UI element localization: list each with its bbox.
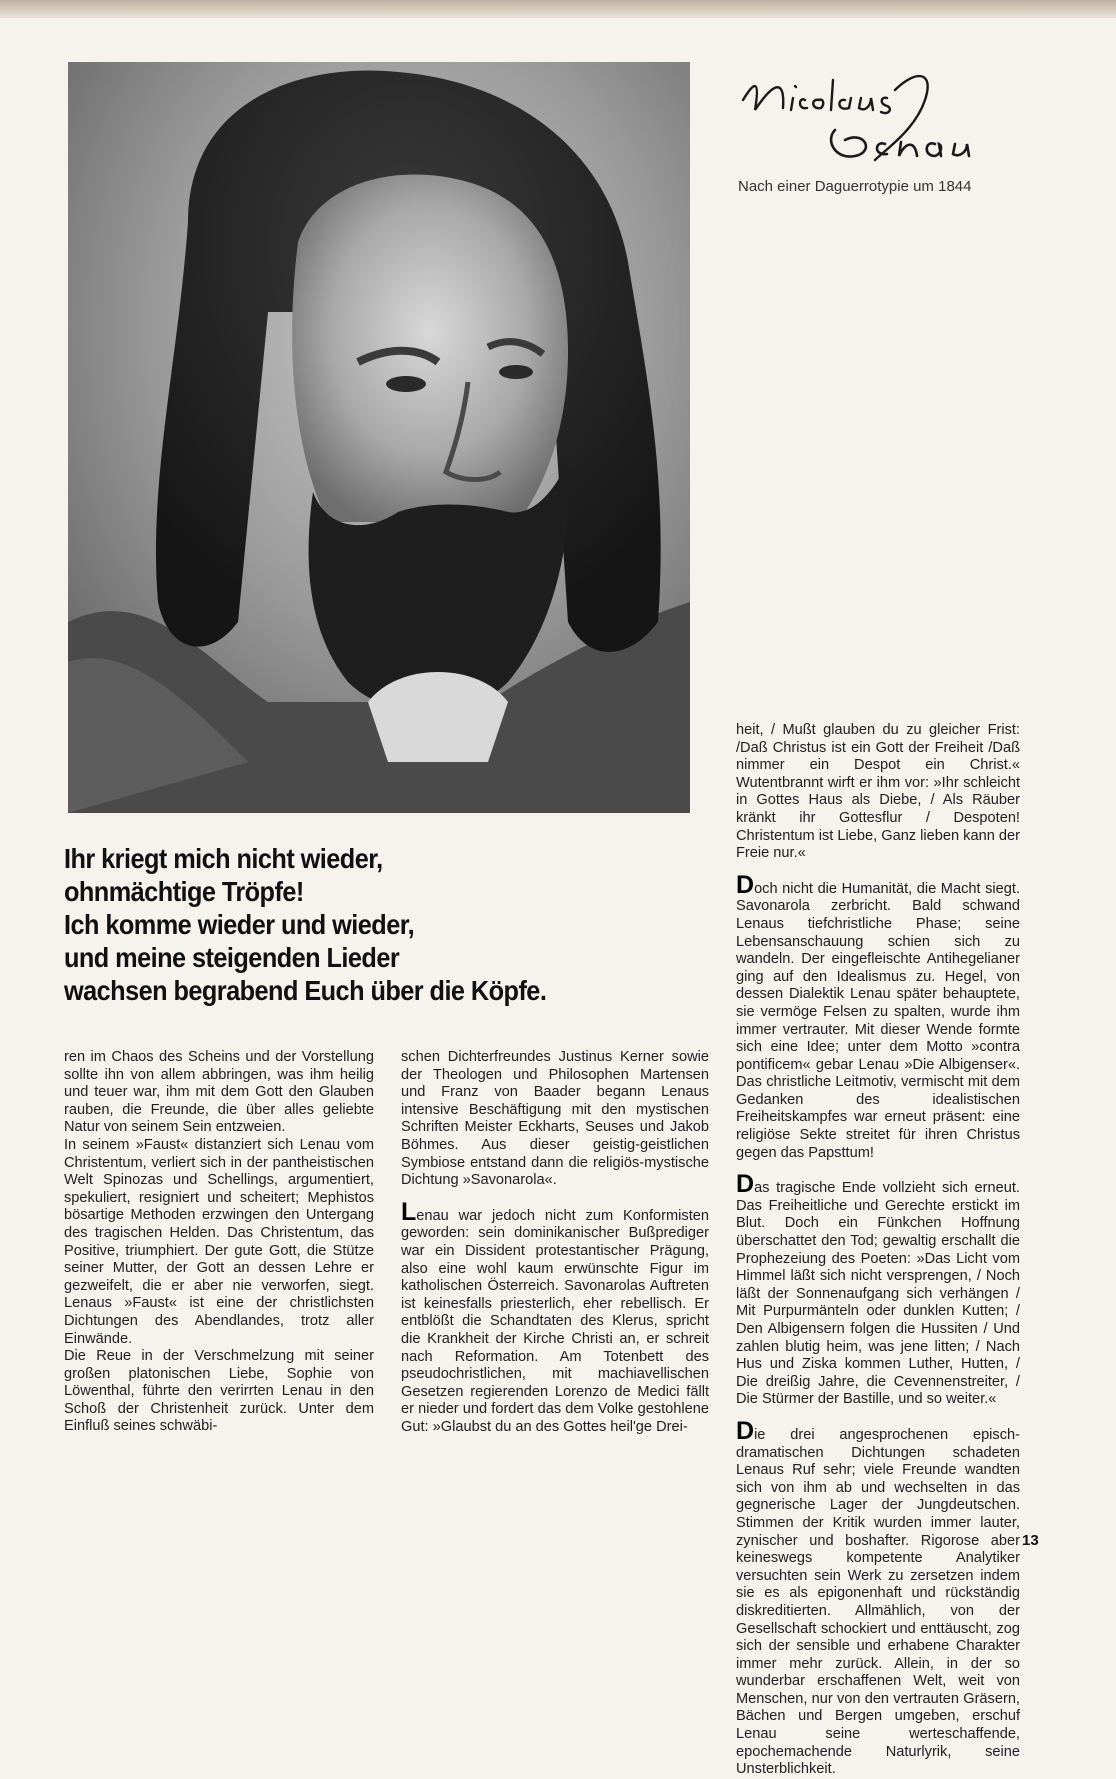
quote-line: wachsen begrabend Euch über die Köpfe.: [64, 975, 547, 1006]
paragraph: [736, 1416, 1020, 1779]
quote-line: und meine steigenden Lieder: [64, 942, 400, 973]
paragraph: [736, 870, 1020, 1163]
paragraph: schen Dichterfreundes Justinus Kerner sowie der Theologen und Philosophen Martensen und Franz von Baader begann Lenaus intensive Beschäftigung mit den mystischen Schriften Meister Eckharts, Seuses und Jakob Böhmes. Aus dieser geistig-geistlichen Symbiose entstand dann die religiös-mystische Dichtung »Savonarola«.: [401, 1049, 709, 1189]
portrait-illustration: [68, 62, 690, 813]
photo-caption: Nach einer Daguerrotypie um 1844: [738, 178, 972, 195]
paragraph: Die Reue in der Verschmelzung mit seiner großen platonischen Liebe, Sophie von Löwenthal, führte den verirrten Lenau in den Schoß der Christenheit zurück. Unter dem Einfluß seines schwäbi-: [64, 1348, 374, 1435]
quote-line: ohnmächtige Tröpfe!: [64, 876, 304, 907]
paragraph-text: och nicht die Humanität, die Macht siegt. Savonarola zerbricht. Bald schwand Lenaus tiefchristliche Phase; seine Lebensanschauung schien sich zu wandeln. Der eingefleischte Antihegelianer ging auf den Idealismus zu. Hegel, von dessen Dialektik Lenau später behauptete, sie vermöge Felsen zu spalten, wurde ihm immer vertrauter. Mit dieser Wende formte sich eine Idee; unter dem Motto »contra pontificem« gebar Lenau »Die Albigenser«. Das christliche Leitmotiv, vermischt mit dem Gedanken des idealistischen Freiheitskampfes war erneut präsent: eine religiöse Sekte streitet für ihren Christus gegen das Papsttum!: [736, 880, 1020, 1161]
handwritten-signature: [735, 60, 1055, 180]
text-column-1: [64, 1049, 374, 1436]
drop-initial: D: [736, 1416, 755, 1445]
portrait-photo: [68, 62, 690, 813]
quote-line: Ihr kriegt mich nicht wieder,: [64, 843, 383, 874]
drop-initial: L: [401, 1197, 417, 1226]
drop-initial: D: [736, 1170, 755, 1199]
paragraph-text: enau war jedoch nicht zum Konformisten geworden: sein dominikanischer Bußprediger war ein Dissident protestantischer Prägung, also eine wohl kaum erwünschte Figur im katholischen Österreich. Savonarolas Auftreten ist keinesfalls priesterlich, eher rebellisch. Er entblößt die Schandtaten des Klerus, spricht die Krankheit der Kirche Christi an, er schreit nach Reformation. Am Totenbett des pseudochristlichen, mit machiavellischen Gesetzen regierenden Lorenzo de Medici fällt er nieder und fordert das dem Volke gestohlene Gut: »Glaubst du an des Gottes heil'ge Drei-: [401, 1207, 709, 1435]
page-number: 13: [1022, 1532, 1039, 1549]
drop-initial: D: [736, 870, 755, 899]
text-column-3: [736, 722, 1020, 1779]
paragraph: [736, 1170, 1020, 1409]
paragraph-text: ie drei angesprochenen episch-dramatischen Dichtungen schadeten Lenaus Ruf sehr; viele Freunde wandten sich von ihm ab und wechselten in das gegnerische Lager der Jungdeutschen. Stimmen der Kritik wurden immer lauter, zynischer und boshafter. Rigorose aber keineswegs kompetente Analytiker versuchten sein Werk zu zersetzen indem sie es als epigonenhaft und rückständig diskreditierten. Allmählich, von der Gesellschaft schockiert und enttäuscht, zog sich der sensible und erhabene Charakter immer mehr zurück. Allein, in der so wunderbar erschaffenen Welt, weit von Menschen, nur von den vertrauten Gräsern, Bächen und Bergen umgeben, erschuf Lenau seine werteschaffende, epochemachende Naturlyrik, seine Unsterblichkeit.: [736, 1426, 1020, 1778]
text-column-2: [401, 1049, 709, 1436]
pull-quote: [64, 842, 653, 1007]
paragraph: In seinem »Faust« distanziert sich Lenau vom Christentum, verliert sich in der pantheistischen Welt Spinozas und Schellings, argumentiert, spekuliert, resigniert und scheitert; Mephistos bösartige Methoden erzwingen den Untergang des tragischen Helden. Das Christentum, das Positive, triumphiert. Der gute Gott, die Stütze seiner Mutter, der Gott an dessen Lehre er gezweifelt, die er aber nie verworfen, siegt. Lenaus »Faust« ist eine der christlichsten Dichtungen des Abendlandes, trotz aller Einwände.: [64, 1136, 374, 1347]
paragraph: ren im Chaos des Scheins und der Vorstellung sollte ihn von allem abbringen, was ihm heilig und teuer war, ihm mit dem Gott den Glauben rauben, die Freunde, die über alles geliebte Natur von seinem Sein entzweien.: [64, 1049, 374, 1136]
paragraph: heit, / Mußt glauben du zu gleicher Frist: /Daß Christus ist ein Gott der Freiheit /Daß nimmer ein Despot ein Christ.« Wutentbrannt wirft er ihm vor: »Ihr schleicht in Gottes Haus als Diebe, / Als Räuber kränkt ihr Gottesflur / Despoten! Christentum ist Liebe, Ganz lieben kann der Freie nur.«: [736, 722, 1020, 862]
quote-line: Ich komme wieder und wieder,: [64, 909, 415, 940]
page-top-edge: [0, 0, 1116, 18]
paragraph: [401, 1197, 709, 1437]
paragraph-text: as tragische Ende vollzieht sich erneut. Das Freiheitliche und Gerechte erstickt im Blut. Doch ein Fünkchen Hoffnung überschattet den Tod; gewaltig erschallt die Prophezeiung des Poeten: »Das Licht vom Himmel läßt sich nicht versprengen, / Noch läßt der Sonnenaufgang sich verhängen / Mit Purpurmänteln oder dunklen Kutten; / Den Albigensern folgen die Hussiten / Und zahlen blutig heim, was jene litten; / Nach Hus und Ziska kommen Luther, Hutten, / Die dreißig Jahre, die Cevennenstreiter, / Die Stürmer der Bastille, und so weiter.«: [736, 1180, 1020, 1408]
